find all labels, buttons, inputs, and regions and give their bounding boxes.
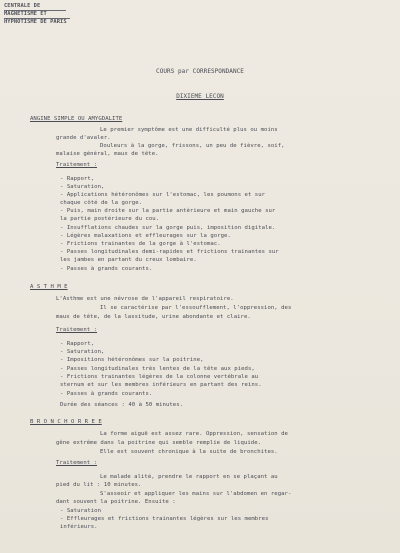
asthme-item: - Rapport, bbox=[60, 341, 95, 347]
angine-item: - Rapport, bbox=[60, 176, 95, 182]
asthme-intro-2: Il se caractérise par l'essoufflement, l'oppression, des bbox=[100, 305, 292, 311]
angine-item: les jambes en partant du creux lombaire. bbox=[60, 257, 197, 263]
bronchorree-item: Le malade alité, prendre le rapport en se plaçant au bbox=[100, 474, 278, 480]
course-title: COURS par CORRESPONDANCE bbox=[156, 68, 244, 75]
angine-item: - Insufflations chaudes sur la gorge puis, imposition digitale. bbox=[60, 225, 276, 231]
asthme-item: - Saturation, bbox=[60, 349, 105, 355]
angine-item: - Puis, main droite sur la partie antérieure et main gauche sur bbox=[60, 208, 276, 214]
header-line-3: HYPNOTISME DE PARIS bbox=[4, 19, 67, 25]
asthme-intro-1: L'Asthme est une névrose de l'appareil respiratoire. bbox=[56, 296, 234, 302]
angine-intro-1: Le premier symptôme est une difficulté plus ou moins bbox=[100, 127, 278, 133]
angine-item: - Applications hétéronômes sur l'estomac, les poumons et sur bbox=[60, 192, 266, 198]
asthme-item: - Passes longitudinales très lentes de la tête aux pieds, bbox=[60, 366, 255, 372]
angine-item: la partie postérieure du cou. bbox=[60, 216, 160, 222]
asthme-item: - Impositions hétéronômes sur la poitrine, bbox=[60, 357, 204, 363]
angine-intro-2: grande d'avaler. bbox=[56, 135, 111, 141]
bronchorree-item: inférieurs. bbox=[60, 524, 98, 530]
section-heading-angine: ANGINE SIMPLE OU AMYGDALITE bbox=[30, 116, 123, 122]
angine-item: - Passes à grands courants. bbox=[60, 266, 153, 272]
asthme-item: - Passes à grands courants. bbox=[60, 391, 153, 397]
asthme-duree: Durée des séances : 40 à 50 minutes. bbox=[60, 402, 184, 408]
bronchorree-item: dant souvent la poitrine. Ensuite : bbox=[56, 499, 176, 505]
bronchorree-intro-3: Elle est souvent chronique à la suite de bronchites. bbox=[100, 449, 278, 455]
asthme-traitement-label: Traitement : bbox=[56, 327, 98, 333]
section-heading-asthme: A S T H M E bbox=[30, 284, 68, 290]
angine-item: - Passes longitudinales demi-rapides et frictions trainantes sur bbox=[60, 249, 279, 255]
lesson-title: DIXIEME LECON bbox=[176, 93, 224, 100]
asthme-item: - Frictions trainantes légères de la colonne vertébrale au bbox=[60, 374, 259, 380]
angine-item: - Saturation, bbox=[60, 184, 105, 190]
section-heading-bronchorree: B R O N C H O R R E E bbox=[30, 419, 102, 425]
angine-intro-4: malaise général, maux de tête. bbox=[56, 151, 159, 157]
asthme-intro-3: maux de tête, de la lassitude, urine abondante et claire. bbox=[56, 314, 251, 320]
bronchorree-item: - Saturation bbox=[60, 508, 102, 514]
header-rule-2 bbox=[4, 18, 70, 19]
angine-intro-3: Douleurs à la gorge, frissons, un peu de fièvre, soif, bbox=[100, 143, 285, 149]
bronchorree-item: - Effleurages et frictions trainantes légères sur les membres bbox=[60, 516, 269, 522]
angine-item: chaque côté de la gorge. bbox=[60, 200, 143, 206]
bronchorree-intro-1: La forme aiguë est assez rare. Oppression, sensation de bbox=[100, 431, 288, 437]
bronchorree-item: pied du lit : 10 minutes. bbox=[56, 482, 142, 488]
bronchorree-intro-2: gêne extrême dans la poitrine qui semble remplie de liquide. bbox=[56, 440, 262, 446]
angine-traitement-label: Traitement : bbox=[56, 162, 98, 168]
asthme-item: sternum et sur les membres inférieurs en partant des reins. bbox=[60, 382, 262, 388]
header-line-1: CENTRALE DE bbox=[4, 3, 41, 9]
header-rule-1 bbox=[4, 10, 66, 11]
bronchorree-traitement-label: Traitement : bbox=[56, 460, 98, 466]
angine-item: - Frictions trainantes de la gorge à l'estomac. bbox=[60, 241, 221, 247]
angine-item: - Légères malaxations et effleurages sur la gorge. bbox=[60, 233, 231, 239]
header-line-2: MAGNETISME ET bbox=[4, 11, 47, 17]
bronchorree-item: S'asseoir et appliquer les mains sur l'abdomen en regar- bbox=[100, 491, 292, 497]
